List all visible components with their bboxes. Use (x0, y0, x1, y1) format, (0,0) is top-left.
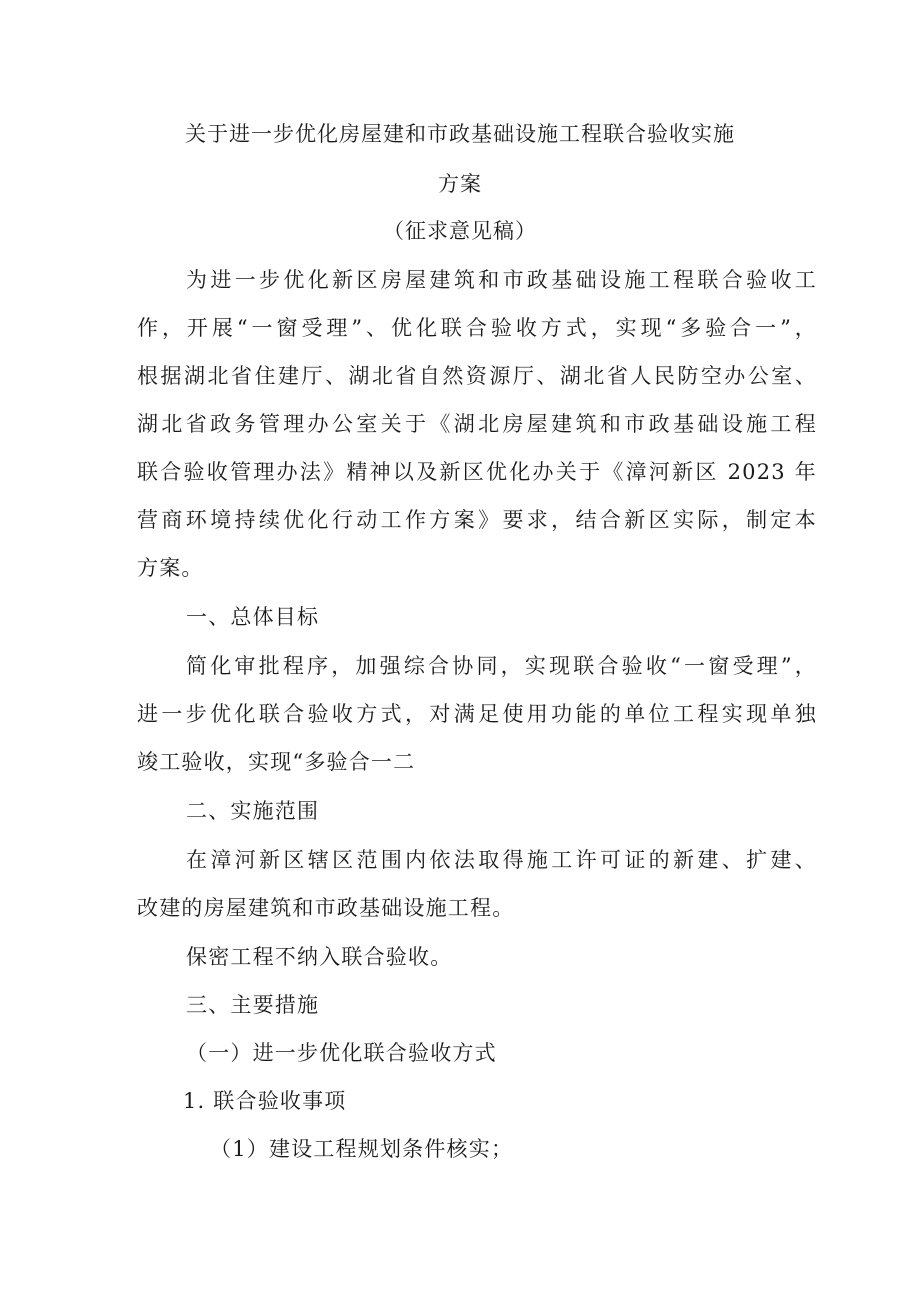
section-2-note: 保密工程不纳入联合验收。 (186, 945, 453, 969)
section-2-line: 改建的房屋建筑和市政基础设施工程。 (137, 896, 515, 920)
intro-line: 为进一步优化新区房屋建筑和市政基础设施工程联合验收工 (186, 268, 817, 292)
section-2-heading: 二、实施范围 (186, 799, 320, 823)
section-3-subheading: （一）进一步优化联合验收方式 (186, 1041, 497, 1065)
document-subtitle: （征求意见稿） (383, 219, 537, 243)
intro-line: 联合验收管理办法》精神以及新区优化办关于《漳河新区 2023 年 (137, 460, 817, 484)
intro-line: 湖北省政务管理办公室关于《湖北房屋建筑和市政基础设施工程 (137, 412, 817, 436)
section-2-line: 在漳河新区辖区范围内依法取得施工许可证的新建、扩建、 (186, 848, 817, 872)
item-1-sub-1: （1）建设工程规划条件核实； (210, 1137, 514, 1161)
section-1-line: 进一步优化联合验收方式，对满足使用功能的单位工程实现单独 (137, 702, 817, 726)
intro-line: 方案。 (137, 556, 204, 580)
section-1-heading: 一、总体目标 (186, 605, 320, 629)
section-1-line: 竣工验收，实现“多验合一二 (137, 750, 416, 774)
intro-line: 营商环境持续优化行动工作方案》要求，结合新区实际，制定本 (137, 508, 817, 532)
document-title-line-1: 关于进一步优化房屋建和市政基础设施工程联合验收实施 (185, 122, 735, 146)
document-title-line-2: 方案 (438, 172, 482, 196)
intro-line: 作，开展“一窗受理”、优化联合验收方式，实现“多验合一”， (137, 316, 817, 340)
section-1-line: 简化审批程序，加强综合协同，实现联合验收“一窗受理”， (186, 654, 817, 678)
section-3-heading: 三、主要措施 (186, 993, 320, 1017)
item-1-heading: 1. 联合验收事项 (183, 1089, 347, 1113)
intro-line: 根据湖北省住建厅、湖北省自然资源厅、湖北省人民防空办公室、 (137, 364, 817, 388)
